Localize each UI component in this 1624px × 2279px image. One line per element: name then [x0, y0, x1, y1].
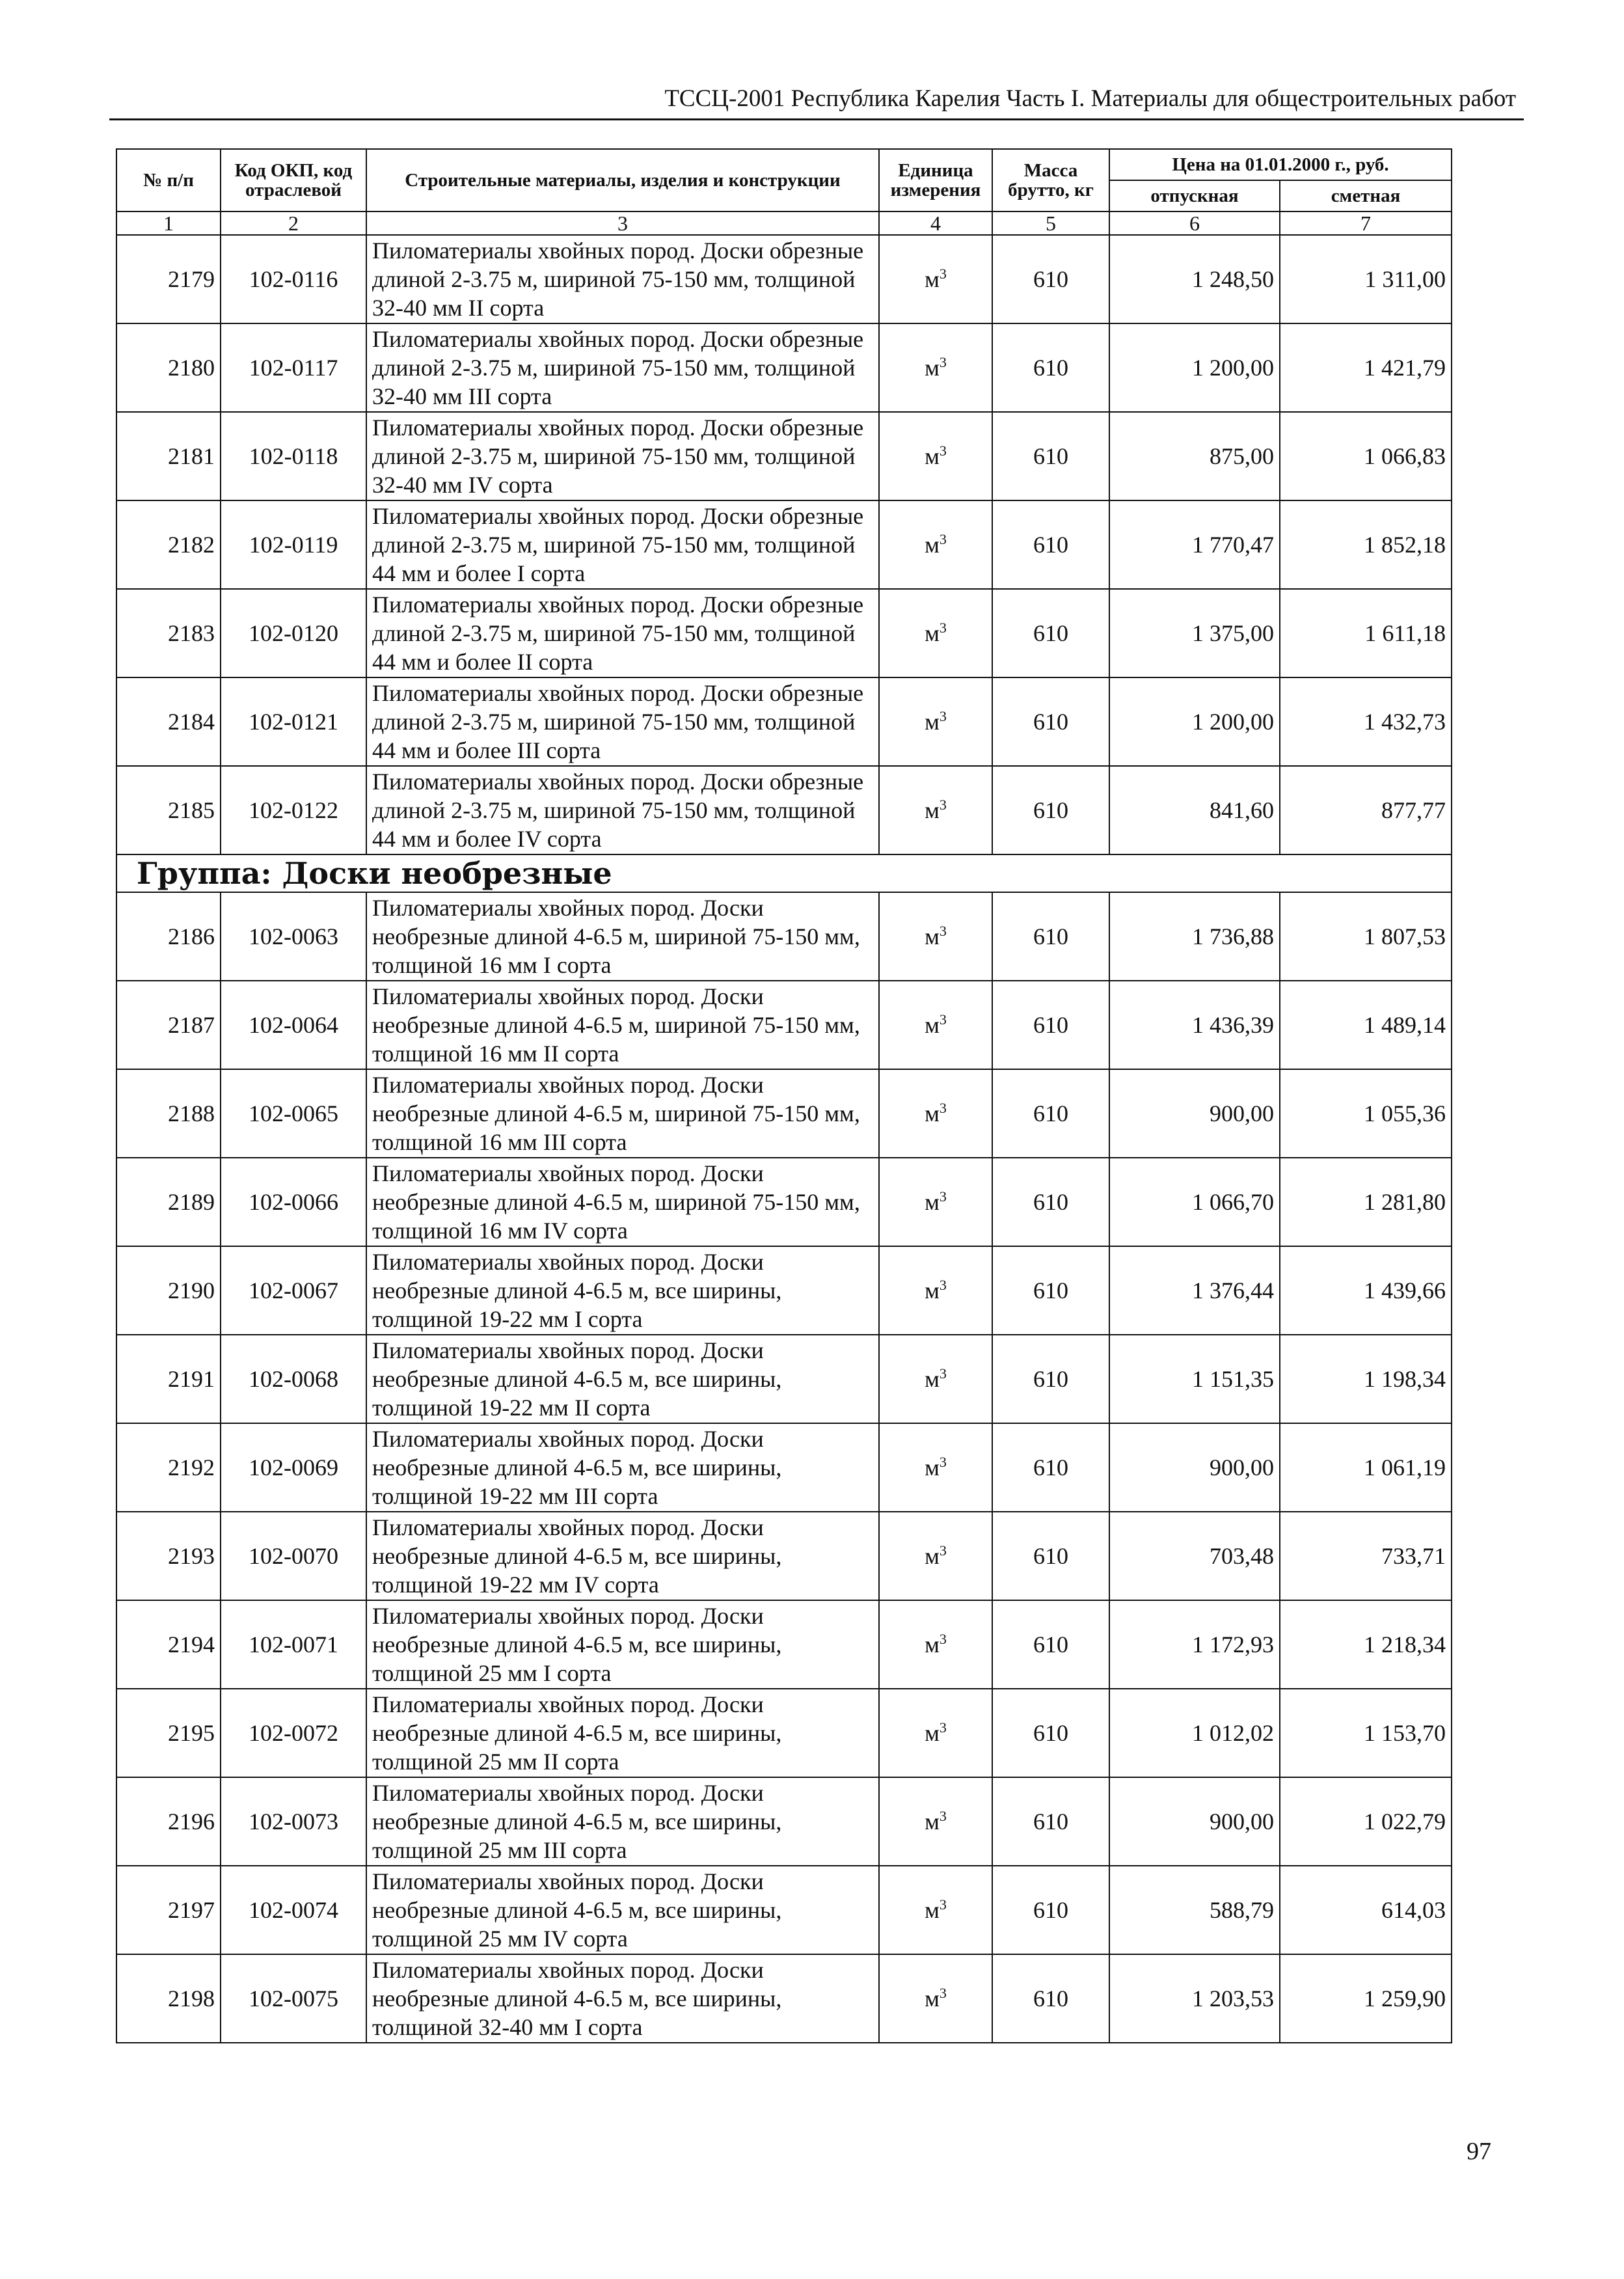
unit-of-measure	[879, 1954, 992, 2043]
page-number: 97	[1467, 2138, 1491, 2165]
table-row	[116, 1600, 1452, 1689]
material-description: Пиломатериалы хвойных пород. Доски необрезные длиной 4-6.5 м, шириной 75-150 мм, толщиной 16 мм IV сорта	[366, 1158, 879, 1246]
unit-exponent: 3	[939, 443, 947, 459]
unit-exponent: 3	[939, 1985, 947, 2001]
unit-of-measure	[879, 235, 992, 323]
unit-exponent: 3	[939, 1719, 947, 1736]
estimate-price: 1 218,34	[1280, 1600, 1452, 1689]
okp-code: 102-0071	[221, 1600, 366, 1689]
unit-base: м	[925, 620, 940, 646]
gross-mass: 610	[992, 1689, 1109, 1777]
column-number: 6	[1109, 212, 1280, 235]
table-row	[116, 1512, 1452, 1600]
unit-base: м	[925, 1277, 940, 1303]
table-row	[116, 981, 1452, 1069]
header-mass: Масса брутто, кг	[992, 149, 1109, 212]
release-price: 588,79	[1109, 1866, 1280, 1954]
okp-code: 102-0122	[221, 766, 366, 854]
estimate-price: 1 022,79	[1280, 1777, 1452, 1866]
okp-code: 102-0118	[221, 412, 366, 500]
header-unit: Единица измерения	[879, 149, 992, 212]
release-price: 1 770,47	[1109, 500, 1280, 589]
material-description: Пиломатериалы хвойных пород. Доски необрезные длиной 4-6.5 м, все ширины, толщиной 25 мм IV сорта	[366, 1866, 879, 1954]
release-price: 1 376,44	[1109, 1246, 1280, 1335]
material-description: Пиломатериалы хвойных пород. Доски необрезные длиной 4-6.5 м, все ширины, толщиной 25 мм II сорта	[366, 1689, 879, 1777]
materials-price-table	[116, 148, 1452, 2043]
gross-mass: 610	[992, 1069, 1109, 1158]
unit-of-measure	[879, 500, 992, 589]
gross-mass: 610	[992, 589, 1109, 677]
row-number: 2198	[116, 1954, 221, 2043]
estimate-price: 1 198,34	[1280, 1335, 1452, 1423]
gross-mass: 610	[992, 1954, 1109, 2043]
row-number: 2187	[116, 981, 221, 1069]
unit-exponent: 3	[939, 1542, 947, 1559]
table-row	[116, 412, 1452, 500]
table-row	[116, 1335, 1452, 1423]
release-price: 1 200,00	[1109, 323, 1280, 412]
unit-base: м	[925, 1366, 940, 1392]
release-price: 1 151,35	[1109, 1335, 1280, 1423]
material-description: Пиломатериалы хвойных пород. Доски необрезные длиной 4-6.5 м, шириной 75-150 мм, толщиной 16 мм I сорта	[366, 892, 879, 981]
material-description: Пиломатериалы хвойных пород. Доски необрезные длиной 4-6.5 м, шириной 75-150 мм, толщиной 16 мм II сорта	[366, 981, 879, 1069]
estimate-price: 1 055,36	[1280, 1069, 1452, 1158]
unit-base: м	[925, 1543, 940, 1569]
column-number: 1	[116, 212, 221, 235]
material-description: Пиломатериалы хвойных пород. Доски обрезные длиной 2-3.75 м, шириной 75-150 мм, толщиной 32-40 мм IV сорта	[366, 412, 879, 500]
group-title: Группа: Доски необрезные	[116, 854, 1452, 892]
unit-exponent: 3	[939, 1365, 947, 1382]
gross-mass: 610	[992, 1423, 1109, 1512]
release-price: 1 172,93	[1109, 1600, 1280, 1689]
unit-of-measure	[879, 412, 992, 500]
gross-mass: 610	[992, 1777, 1109, 1866]
release-price: 1 736,88	[1109, 892, 1280, 981]
group-row	[116, 854, 1452, 892]
unit-of-measure	[879, 766, 992, 854]
gross-mass: 610	[992, 766, 1109, 854]
unit-exponent: 3	[939, 1454, 947, 1470]
gross-mass: 610	[992, 412, 1109, 500]
material-description: Пиломатериалы хвойных пород. Доски необрезные длиной 4-6.5 м, все ширины, толщиной 25 мм III сорта	[366, 1777, 879, 1866]
row-number: 2192	[116, 1423, 221, 1512]
column-number-row	[116, 212, 1452, 235]
gross-mass: 610	[992, 1335, 1109, 1423]
material-description: Пиломатериалы хвойных пород. Доски обрезные длиной 2-3.75 м, шириной 75-150 мм, толщиной 32-40 мм II сорта	[366, 235, 879, 323]
estimate-price: 1 489,14	[1280, 981, 1452, 1069]
gross-mass: 610	[992, 500, 1109, 589]
row-number: 2190	[116, 1246, 221, 1335]
release-price: 1 248,50	[1109, 235, 1280, 323]
unit-base: м	[925, 532, 940, 558]
column-number: 2	[221, 212, 366, 235]
okp-code: 102-0063	[221, 892, 366, 981]
header-materials: Строительные материалы, изделия и конструкции	[366, 149, 879, 212]
okp-code: 102-0120	[221, 589, 366, 677]
okp-code: 102-0064	[221, 981, 366, 1069]
row-number: 2180	[116, 323, 221, 412]
unit-base: м	[925, 1012, 940, 1038]
okp-code: 102-0068	[221, 1335, 366, 1423]
gross-mass: 610	[992, 892, 1109, 981]
estimate-price: 1 852,18	[1280, 500, 1452, 589]
header-code: Код ОКП, код отраслевой	[221, 149, 366, 212]
estimate-price: 1 061,19	[1280, 1423, 1452, 1512]
unit-base: м	[925, 1897, 940, 1923]
gross-mass: 610	[992, 323, 1109, 412]
row-number: 2186	[116, 892, 221, 981]
unit-of-measure	[879, 1069, 992, 1158]
unit-exponent: 3	[939, 1896, 947, 1913]
estimate-price: 614,03	[1280, 1866, 1452, 1954]
unit-base: м	[925, 1808, 940, 1835]
row-number: 2195	[116, 1689, 221, 1777]
release-price: 1 012,02	[1109, 1689, 1280, 1777]
gross-mass: 610	[992, 1158, 1109, 1246]
unit-exponent: 3	[939, 1631, 947, 1647]
unit-base: м	[925, 1189, 940, 1215]
okp-code: 102-0070	[221, 1512, 366, 1600]
estimate-price: 1 281,80	[1280, 1158, 1452, 1246]
gross-mass: 610	[992, 981, 1109, 1069]
okp-code: 102-0074	[221, 1866, 366, 1954]
okp-code: 102-0065	[221, 1069, 366, 1158]
release-price: 900,00	[1109, 1069, 1280, 1158]
row-number: 2181	[116, 412, 221, 500]
unit-of-measure	[879, 1335, 992, 1423]
okp-code: 102-0072	[221, 1689, 366, 1777]
release-price: 703,48	[1109, 1512, 1280, 1600]
unit-base: м	[925, 443, 940, 469]
estimate-price: 1 066,83	[1280, 412, 1452, 500]
gross-mass: 610	[992, 1600, 1109, 1689]
table-row	[116, 1158, 1452, 1246]
row-number: 2189	[116, 1158, 221, 1246]
release-price: 841,60	[1109, 766, 1280, 854]
table-row	[116, 235, 1452, 323]
unit-of-measure	[879, 1423, 992, 1512]
release-price: 1 203,53	[1109, 1954, 1280, 2043]
table-header-row	[116, 149, 1452, 180]
column-number: 3	[366, 212, 879, 235]
unit-base: м	[925, 1720, 940, 1746]
unit-of-measure	[879, 323, 992, 412]
table-row	[116, 1954, 1452, 2043]
unit-base: м	[925, 797, 940, 823]
estimate-price: 877,77	[1280, 766, 1452, 854]
page-header-title: ТССЦ-2001 Республика Карелия Часть I. Материалы для общестроительных работ	[664, 85, 1516, 112]
unit-exponent: 3	[939, 620, 947, 636]
row-number: 2182	[116, 500, 221, 589]
unit-base: м	[925, 355, 940, 381]
unit-of-measure	[879, 589, 992, 677]
unit-of-measure	[879, 1512, 992, 1600]
estimate-price: 1 421,79	[1280, 323, 1452, 412]
unit-exponent: 3	[939, 531, 947, 547]
table-row	[116, 892, 1452, 981]
unit-of-measure	[879, 892, 992, 981]
okp-code: 102-0119	[221, 500, 366, 589]
unit-base: м	[925, 709, 940, 735]
unit-exponent: 3	[939, 708, 947, 724]
gross-mass: 610	[992, 677, 1109, 766]
release-price: 875,00	[1109, 412, 1280, 500]
unit-exponent: 3	[939, 266, 947, 282]
unit-base: м	[925, 1454, 940, 1481]
table-row	[116, 500, 1452, 589]
material-description: Пиломатериалы хвойных пород. Доски необрезные длиной 4-6.5 м, все ширины, толщиной 19-22 мм IV сорта	[366, 1512, 879, 1600]
row-number: 2193	[116, 1512, 221, 1600]
gross-mass: 610	[992, 1512, 1109, 1600]
unit-exponent: 3	[939, 1011, 947, 1028]
material-description: Пиломатериалы хвойных пород. Доски обрезные длиной 2-3.75 м, шириной 75-150 мм, толщиной 44 мм и более III сорта	[366, 677, 879, 766]
unit-exponent: 3	[939, 1188, 947, 1205]
estimate-price: 1 311,00	[1280, 235, 1452, 323]
material-description: Пиломатериалы хвойных пород. Доски обрезные длиной 2-3.75 м, шириной 75-150 мм, толщиной 44 мм и более I сорта	[366, 500, 879, 589]
row-number: 2185	[116, 766, 221, 854]
table-row	[116, 1866, 1452, 1954]
row-number: 2188	[116, 1069, 221, 1158]
release-price: 900,00	[1109, 1777, 1280, 1866]
table-row	[116, 1069, 1452, 1158]
okp-code: 102-0121	[221, 677, 366, 766]
unit-of-measure	[879, 981, 992, 1069]
table-row	[116, 766, 1452, 854]
table-row	[116, 1689, 1452, 1777]
material-description: Пиломатериалы хвойных пород. Доски необрезные длиной 4-6.5 м, шириной 75-150 мм, толщиной 16 мм III сорта	[366, 1069, 879, 1158]
table-row	[116, 323, 1452, 412]
material-description: Пиломатериалы хвойных пород. Доски обрезные длиной 2-3.75 м, шириной 75-150 мм, толщиной 44 мм и более II сорта	[366, 589, 879, 677]
unit-of-measure	[879, 1866, 992, 1954]
material-description: Пиломатериалы хвойных пород. Доски необрезные длиной 4-6.5 м, все ширины, толщиной 25 мм I сорта	[366, 1600, 879, 1689]
estimate-price: 1 439,66	[1280, 1246, 1452, 1335]
table-row	[116, 1423, 1452, 1512]
header-price-release: отпускная	[1109, 180, 1280, 212]
unit-of-measure	[879, 1158, 992, 1246]
estimate-price: 1 153,70	[1280, 1689, 1452, 1777]
unit-base: м	[925, 1986, 940, 2012]
unit-exponent: 3	[939, 923, 947, 939]
unit-exponent: 3	[939, 354, 947, 370]
header-divider	[109, 118, 1524, 120]
column-number: 5	[992, 212, 1109, 235]
estimate-price: 1 611,18	[1280, 589, 1452, 677]
unit-base: м	[925, 1100, 940, 1126]
header-price-group: Цена на 01.01.2000 г., руб.	[1109, 149, 1452, 180]
material-description: Пиломатериалы хвойных пород. Доски обрезные длиной 2-3.75 м, шириной 75-150 мм, толщиной 32-40 мм III сорта	[366, 323, 879, 412]
material-description: Пиломатериалы хвойных пород. Доски обрезные длиной 2-3.75 м, шириной 75-150 мм, толщиной 44 мм и более IV сорта	[366, 766, 879, 854]
unit-exponent: 3	[939, 797, 947, 813]
material-description: Пиломатериалы хвойных пород. Доски необрезные длиной 4-6.5 м, все ширины, толщиной 32-40 мм I сорта	[366, 1954, 879, 2043]
estimate-price: 1 807,53	[1280, 892, 1452, 981]
gross-mass: 610	[992, 235, 1109, 323]
unit-of-measure	[879, 1777, 992, 1866]
okp-code: 102-0067	[221, 1246, 366, 1335]
release-price: 1 066,70	[1109, 1158, 1280, 1246]
column-number: 4	[879, 212, 992, 235]
material-description: Пиломатериалы хвойных пород. Доски необрезные длиной 4-6.5 м, все ширины, толщиной 19-22 мм III сорта	[366, 1423, 879, 1512]
unit-exponent: 3	[939, 1100, 947, 1116]
release-price: 1 375,00	[1109, 589, 1280, 677]
release-price: 1 436,39	[1109, 981, 1280, 1069]
unit-base: м	[925, 1631, 940, 1658]
unit-of-measure	[879, 1689, 992, 1777]
estimate-price: 733,71	[1280, 1512, 1452, 1600]
table-body-a	[116, 235, 1452, 854]
row-number: 2179	[116, 235, 221, 323]
unit-of-measure	[879, 677, 992, 766]
table-body-group	[116, 854, 1452, 892]
estimate-price: 1 432,73	[1280, 677, 1452, 766]
gross-mass: 610	[992, 1866, 1109, 1954]
table-row	[116, 1246, 1452, 1335]
material-description: Пиломатериалы хвойных пород. Доски необрезные длиной 4-6.5 м, все ширины, толщиной 19-22 мм II сорта	[366, 1335, 879, 1423]
okp-code: 102-0116	[221, 235, 366, 323]
header-price-estimate: сметная	[1280, 180, 1452, 212]
table-row	[116, 589, 1452, 677]
row-number: 2197	[116, 1866, 221, 1954]
material-description: Пиломатериалы хвойных пород. Доски необрезные длиной 4-6.5 м, все ширины, толщиной 19-22 мм I сорта	[366, 1246, 879, 1335]
estimate-price: 1 259,90	[1280, 1954, 1452, 2043]
table-row	[116, 677, 1452, 766]
column-number: 7	[1280, 212, 1452, 235]
okp-code: 102-0073	[221, 1777, 366, 1866]
unit-exponent: 3	[939, 1808, 947, 1824]
unit-of-measure	[879, 1246, 992, 1335]
okp-code: 102-0069	[221, 1423, 366, 1512]
okp-code: 102-0117	[221, 323, 366, 412]
row-number: 2183	[116, 589, 221, 677]
table-row	[116, 1777, 1452, 1866]
unit-base: м	[925, 266, 940, 292]
gross-mass: 610	[992, 1246, 1109, 1335]
row-number: 2191	[116, 1335, 221, 1423]
okp-code: 102-0075	[221, 1954, 366, 2043]
release-price: 1 200,00	[1109, 677, 1280, 766]
header-num: № п/п	[116, 149, 221, 212]
table-body-b	[116, 892, 1452, 2043]
okp-code: 102-0066	[221, 1158, 366, 1246]
unit-exponent: 3	[939, 1277, 947, 1293]
row-number: 2184	[116, 677, 221, 766]
row-number: 2194	[116, 1600, 221, 1689]
unit-base: м	[925, 923, 940, 949]
release-price: 900,00	[1109, 1423, 1280, 1512]
unit-of-measure	[879, 1600, 992, 1689]
row-number: 2196	[116, 1777, 221, 1866]
